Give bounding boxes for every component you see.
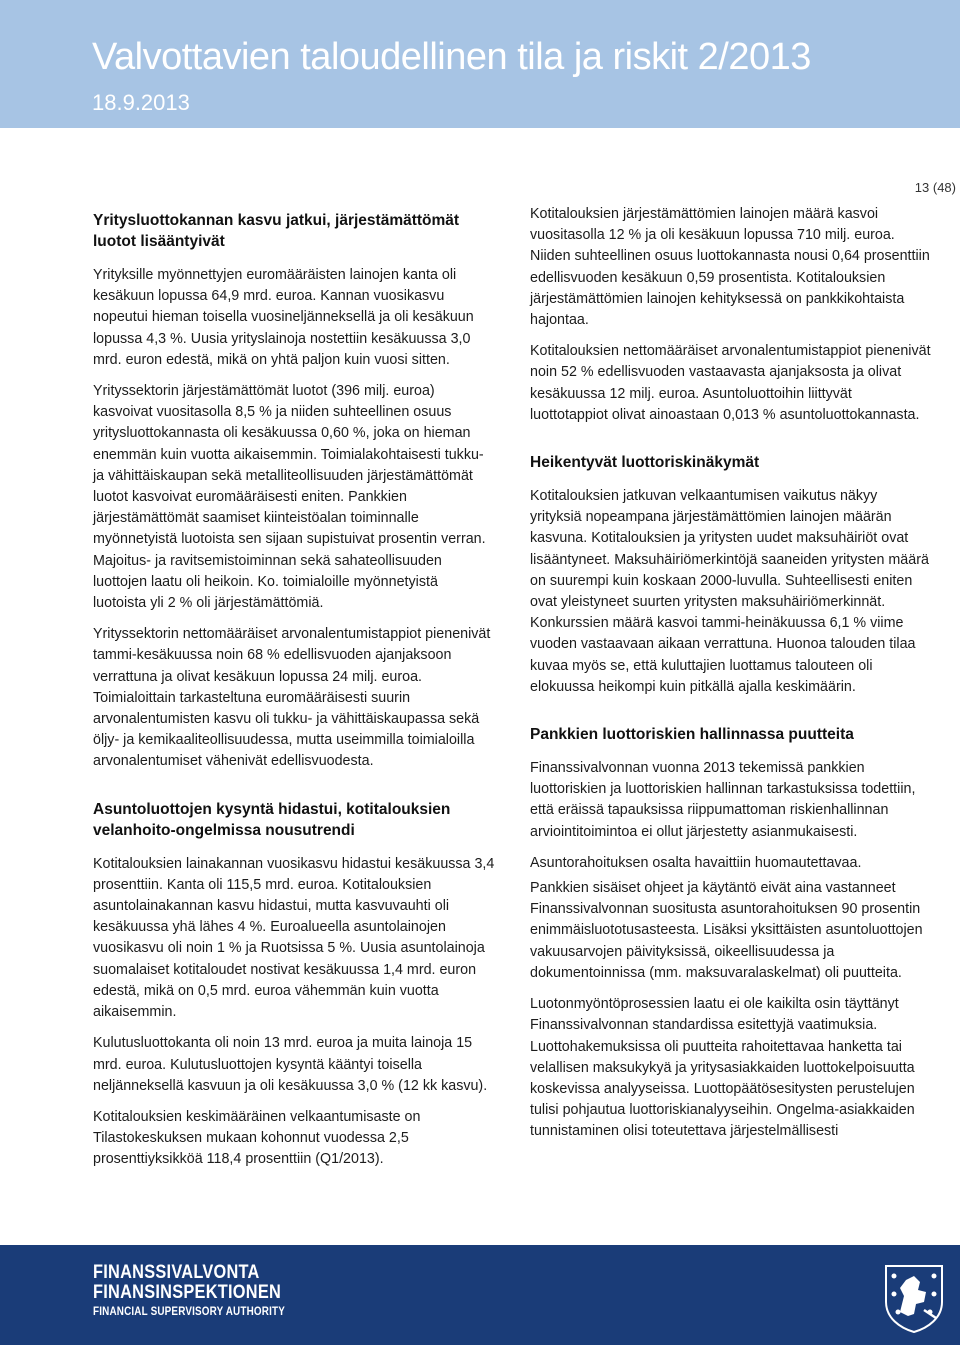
section-heading: Asuntoluottojen kysyntä hidastui, kotitalouksien velanhoito-ongelmissa nousutrendi: [93, 800, 451, 839]
page-number: 13 (48): [914, 180, 956, 195]
paragraph: Asuntorahoituksen osalta havaittiin huomautettavaa.: [530, 854, 862, 871]
paragraph: Yrityksille myönnettyjen euromääräisten lainojen kanta oli kesäkuun lopussa 64,9 mrd. euroa. Kannan vuosikasvu nopeutui hieman toisella vuosineljänneksellä ja oli kesäkuun lopussa 4,3 %. Uusia yrityslainoja nostettiin kesäkuussa 3,0 mrd. euron edestä, mikä on yhtä paljon kuin vuosi sitten.: [93, 267, 474, 368]
paragraph: Finanssivalvonnan vuonna 2013 tekemissä pankkien luottoriskien ja luottoriskien hallinnan tarkastuksissa todettiin, että eräissä tapauksissa riippumattoman riskienhallinnan arviointitoimintoa ei ollut järjestetty asianmukaisesti.: [530, 760, 916, 840]
document-date: 18.9.2013: [92, 90, 190, 115]
lion-crest-icon: [880, 1262, 948, 1334]
paragraph: Yrityssektorin nettomääräiset arvonalentumistappiot pienenivät tammi-kesäkuussa noin 68 % edellisvuoden ajanjaksoon verrattuna ja olivat kesäkuun lopussa 24 milj. euroa. Toimialoittain tarkasteltuna euromääräisesti suurin arvonalentumisten kasvu oli tukku- ja vähittäiskaupassa sekä öljy- ja kemikaaliteollisuudessa, mutta useimmilla toimialoilla arvonalentumiset vähenivät edellisvuodesta.: [93, 626, 491, 770]
paragraph: Kotitalouksien järjestämättömien lainojen määrä kasvoi vuositasolla 12 % ja oli kesäkuun lopussa 710 milj. euroa. Niiden suhteellinen osuus luottokannasta nousi 0,64 prosenttiin edellisvuoden kesäkuun 0,59 prosentista. Kotitalouksien järjestämättömien lainojen kehityksessä on pankkikohtaista hajontaa.: [530, 206, 930, 329]
brand-name-finnish: FINANSSIVALVONTA: [93, 1262, 260, 1283]
document-title: Valvottavien taloudellinen tila ja riskit 2/2013: [92, 36, 811, 78]
brand-name-swedish: FINANSINSPEKTIONEN: [93, 1282, 282, 1303]
paragraph: Kulutusluottokanta oli noin 13 mrd. euroa ja muita lainoja 15 mrd. euroa. Kulutusluottojen kysyntä kääntyi toisella neljänneksellä kasvuun ja oli kesäkuussa 3,0 % (12 kk kasvu).: [93, 1035, 488, 1094]
section-heading: Heikentyvät luottoriskinäkymät: [530, 454, 760, 472]
left-column: [93, 210, 495, 1181]
header-band: [0, 0, 960, 128]
paragraph: Kotitalouksien jatkuvan velkaantumisen vaikutus näkyy yrityksiä nopeampana järjestämättömien lainojen määrän kasvuna. Kotitalouksien ja yritysten uudet maksuhäiriöt ovat lisääntyneet. Maksuhäiriömerkintöjä saaneiden yritysten määrä on suurempi kuin koskaan 2000-luvulla. Suhteellisesti eniten ovat yleistyneet suurten yritysten maksuhäiriömerkinnät. Konkurssien määrä kasvoi tammi-heinäkuussa 6,1 % viime vuoden vastaavaan aikaan verrattuna. Huonoa talouden tilaa kuvaa myös se, että kuluttajien luottamus talouteen oli elokuussa heikompi kuin pitkällä ajalla keskimäärin.: [530, 488, 929, 695]
section-heading: Yritysluottokannan kasvu jatkui, järjestämättömät luotot lisääntyivät: [93, 212, 460, 250]
paragraph: Luotonmyöntöprosessien laatu ei ole kaikilta osin täyttänyt Finanssivalvonnan standardissa esitettyjä vaatimuksia. Luottohakemuksissa oli puutteita rahoitettavaa hanketta tai velallisen maksukykyä ja yritysasiakkaiden luottokelpoisuutta koskevissa analyyseissa. Luottopäätösesitysten perustelujen tulisi pohjautua luottoriskianalyyseihin. Ongelma-asiakkaiden tunnistaminen olisi toteutettava järjestelmällisesti: [530, 996, 915, 1140]
paragraph: Kotitalouksien lainakannan vuosikasvu hidastui kesäkuussa 3,4 prosenttiin. Kanta oli 115,5 mrd. euroa. Kotitalouksien asuntolainakannan kasvu hidastui, mutta kasvuvauhti oli kesäkuussa yhä lähes 4 %. Euroalueella asuntolainojen vuosikasvu oli noin 1 % ja Ruotsissa 5 %. Uusia asuntolainoja suomalaiset kotitaloudet nostivat kesäkuussa 1,4 mrd. euron edestä, mikä on 0,5 mrd. euroa vähemmän kuin vuotta aikaisemmin.: [93, 855, 495, 1021]
brand-logo: [93, 1263, 316, 1320]
paragraph: Yrityssektorin järjestämättömät luotot (396 milj. euroa) kasvoivat vuositasolla 8,5 % ja niiden suhteellinen osuus yritysluottokannasta oli kesäkuussa 0,60 %, joka on hieman enemmän kuin vuotta aikaisemmin. Toimialakohtaisesti tukku- ja vähittäiskaupan sekä metalliteollisuuden järjestämättömät luotot kasvoivat euromääräisesti eniten. Pankkien järjestämättömät saamiset kiinteistöalan toiminnalle myönnetyistä luotoista sen sijaan supistuivat prosentin verran. Majoitus- ja ravitsemistoiminnan sekä sahateollisuuden luottojen laatu oli heikoin. Ko. toimialoille myönnetyistä luotoista yli 2 % oli järjestämättömiä.: [93, 383, 486, 612]
paragraph: Kotitalouksien nettomääräiset arvonalentumistappiot pienenivät noin 52 % edellisvuoden vastaavasta ajanjaksosta ja olivat kesäkuussa 12 milj. euroa. Asuntoluottoihin liittyvät luottotappiot olivat ainoastaan 0,013 % asuntoluottokannasta.: [530, 343, 931, 423]
right-column: [530, 204, 932, 1153]
paragraph: Pankkien sisäiset ohjeet ja käytäntö eivät aina vastanneet Finanssivalvonnan suositusta asuntorahoituksen 90 prosentin enimmäisluototusasteesta. Lisäksi yksittäisten asuntoluottojen vakuusarvojen päivityksissä, oikeellisuudessa ja dokumentoinnissa (mm. maksuvaralaskelmat) oli puutteita.: [530, 880, 923, 981]
section-heading: Pankkien luottoriskien hallinnassa puutteita: [530, 726, 854, 744]
brand-name-english: FINANCIAL SUPERVISORY AUTHORITY: [93, 1306, 285, 1318]
paragraph: Kotitalouksien keskimääräinen velkaantumisaste on Tilastokeskuksen mukaan kohonnut vuodessa 2,5 prosenttiyksikköä 118,4 prosenttiin (Q1/2013).: [93, 1108, 421, 1168]
